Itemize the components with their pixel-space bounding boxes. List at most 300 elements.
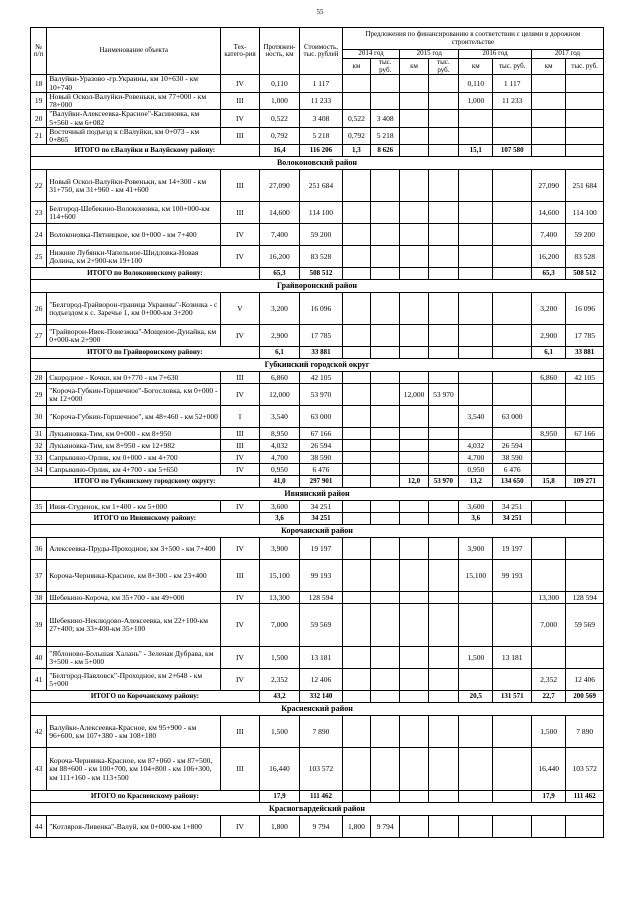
cell-km-2014 <box>342 92 370 110</box>
cell-km-2014 <box>342 224 370 246</box>
cell-rub-2017: 251 684 <box>566 170 604 202</box>
cell-km-2017 <box>531 501 565 513</box>
cell-rub-2017 <box>566 464 604 476</box>
cell-rub-2014 <box>371 647 400 669</box>
total-length: 3,6 <box>259 513 299 525</box>
tech-category: IV <box>221 452 259 464</box>
total-rub-2016: 131 571 <box>493 691 531 703</box>
cell-km-2016: 3,900 <box>459 538 493 560</box>
cell-rub-2014 <box>371 501 400 513</box>
tech-category: III <box>221 560 259 592</box>
total-km-2016: 20,5 <box>459 691 493 703</box>
total-row <box>31 691 604 703</box>
cell-km-2015 <box>400 293 428 325</box>
section-title: Грайворонский район <box>31 280 604 293</box>
cell-rub-2017: 59 569 <box>566 604 604 647</box>
cell-km-2014 <box>342 464 370 476</box>
total-rub-2015 <box>428 347 458 359</box>
cell-rub-2016: 26 594 <box>493 440 531 452</box>
cell-km-2016 <box>459 384 493 406</box>
section-row <box>31 280 604 293</box>
cell-rub-2014 <box>371 202 400 224</box>
section-title: Губкинский городской округ <box>31 359 604 372</box>
table-row <box>31 669 604 691</box>
header-unit-rub: тыс. руб. <box>493 59 531 75</box>
cell-length: 16,200 <box>259 246 299 268</box>
cell-rub-2015 <box>428 92 458 110</box>
cell-km-2017 <box>531 384 565 406</box>
tech-category: IV <box>221 75 259 93</box>
cell-rub-2017 <box>566 452 604 464</box>
total-length: 16,4 <box>259 145 299 157</box>
cell-km-2015 <box>400 538 428 560</box>
cell-rub-2017 <box>566 110 604 128</box>
cell-km-2014 <box>342 560 370 592</box>
table-row <box>31 816 604 838</box>
cell-km-2014 <box>342 538 370 560</box>
cell-km-2017 <box>531 816 565 838</box>
total-label: ИТОГО по Волоконовскому району: <box>31 268 260 280</box>
cell-rub-2015 <box>428 464 458 476</box>
cell-rub-2015 <box>428 604 458 647</box>
cell-rub-2017 <box>566 501 604 513</box>
table-row <box>31 293 604 325</box>
cell-rub-2014 <box>371 170 400 202</box>
cell-length: 7,400 <box>259 224 299 246</box>
table-row <box>31 560 604 592</box>
cell-rub-2015 <box>428 452 458 464</box>
header-name: Наименование объекта <box>47 28 221 75</box>
tech-category: III <box>221 716 259 748</box>
total-km-2017: 22,7 <box>531 691 565 703</box>
cell-rub-2017: 12 406 <box>566 669 604 691</box>
object-name: Новый Оскол-Валуйки-Ровеньки, км 14+300 - км 31+750, км 31+960 - км 41+600 <box>47 170 221 202</box>
cell-km-2014 <box>342 384 370 406</box>
cell-length: 1,800 <box>259 816 299 838</box>
cell-length: 2,352 <box>259 669 299 691</box>
cell-km-2015 <box>400 372 428 384</box>
cell-rub-2015 <box>428 127 458 145</box>
cell-rub-2015 <box>428 748 458 791</box>
total-rub-2016: 107 580 <box>493 145 531 157</box>
object-name: "Короча-Губкин-Горшечное", км 48+460 - км 52+000 <box>47 406 221 428</box>
total-rub-2017 <box>566 513 604 525</box>
cell-km-2016: 4,032 <box>459 440 493 452</box>
row-number: 34 <box>31 464 47 476</box>
section-title: Ивнянский район <box>31 488 604 501</box>
row-number: 26 <box>31 293 47 325</box>
cell-cost: 63 000 <box>300 406 343 428</box>
total-label: ИТОГО по Ивнянскому району: <box>31 513 260 525</box>
cell-km-2015 <box>400 501 428 513</box>
cell-rub-2014 <box>371 748 400 791</box>
object-name: Белгород-Шебекино-Волоконовка, км 100+000-км 114+600 <box>47 202 221 224</box>
table-row <box>31 246 604 268</box>
cell-km-2016: 3,540 <box>459 406 493 428</box>
object-name: Валуйки-Алексеевка-Красное, км 95+900 - км 96+600, км 107+380 - км 108+180 <box>47 716 221 748</box>
cell-rub-2017 <box>566 127 604 145</box>
total-rub-2017: 33 881 <box>566 347 604 359</box>
cell-length: 4,032 <box>259 440 299 452</box>
cell-rub-2015 <box>428 592 458 604</box>
tech-category: III <box>221 428 259 440</box>
tech-category: IV <box>221 110 259 128</box>
cell-length: 0,950 <box>259 464 299 476</box>
cell-length: 27,090 <box>259 170 299 202</box>
object-name: Лукьяновка-Тим, км 8+950 - км 12+982 <box>47 440 221 452</box>
cell-rub-2017 <box>566 384 604 406</box>
cell-cost: 38 590 <box>300 452 343 464</box>
header-num: № п/п <box>31 28 47 75</box>
cell-km-2015 <box>400 816 428 838</box>
object-name: "Яблоново-Большая Халань" - Зеленая Дубрава, км 3+500 - км 5+000 <box>47 647 221 669</box>
cell-km-2015 <box>400 604 428 647</box>
cell-km-2017: 27,090 <box>531 170 565 202</box>
row-number: 32 <box>31 440 47 452</box>
cell-rub-2016 <box>493 127 531 145</box>
cell-km-2015 <box>400 452 428 464</box>
total-km-2015 <box>400 791 428 803</box>
object-name: Восточный подъезд к г.Валуйки, км 0+073 - км 0+865 <box>47 127 221 145</box>
cell-length: 1,000 <box>259 92 299 110</box>
total-length: 17,9 <box>259 791 299 803</box>
cell-km-2014 <box>342 246 370 268</box>
header-year-2014: 2014 год <box>342 50 400 59</box>
row-number: 23 <box>31 202 47 224</box>
cell-km-2016: 3,600 <box>459 501 493 513</box>
cell-km-2016 <box>459 202 493 224</box>
cell-cost: 42 105 <box>300 372 343 384</box>
cell-km-2017: 7,400 <box>531 224 565 246</box>
row-number: 42 <box>31 716 47 748</box>
object-name: "Валуйки-Алексеевка-Красное"-Касиновка, км 5+560 - км 6+082 <box>47 110 221 128</box>
total-row <box>31 347 604 359</box>
cell-km-2017: 14,600 <box>531 202 565 224</box>
total-rub-2017: 200 569 <box>566 691 604 703</box>
cell-rub-2015 <box>428 716 458 748</box>
row-number: 20 <box>31 110 47 128</box>
header-year-2015: 2015 год <box>400 50 459 59</box>
total-rub-2014 <box>371 347 400 359</box>
cell-km-2016: 1,000 <box>459 92 493 110</box>
cell-km-2015 <box>400 92 428 110</box>
cell-km-2017: 3,200 <box>531 293 565 325</box>
tech-category: IV <box>221 501 259 513</box>
total-cost: 116 206 <box>300 145 343 157</box>
table-row <box>31 647 604 669</box>
cell-length: 16,440 <box>259 748 299 791</box>
cell-cost: 67 166 <box>300 428 343 440</box>
cell-cost: 17 785 <box>300 325 343 347</box>
tech-category: III <box>221 202 259 224</box>
table-row <box>31 428 604 440</box>
table-row <box>31 440 604 452</box>
cell-km-2014 <box>342 440 370 452</box>
object-name: Ивня-Студенок, км 1+400 - км 5+000 <box>47 501 221 513</box>
cell-rub-2014 <box>371 246 400 268</box>
cell-rub-2015: 53 970 <box>428 384 458 406</box>
object-name: Шебекино-Короча, км 35+700 - км 49+000 <box>47 592 221 604</box>
cell-rub-2015 <box>428 246 458 268</box>
cell-km-2017 <box>531 464 565 476</box>
tech-category: V <box>221 293 259 325</box>
cell-rub-2016: 13 181 <box>493 647 531 669</box>
cell-rub-2014 <box>371 75 400 93</box>
cell-km-2016: 0,950 <box>459 464 493 476</box>
cell-rub-2016 <box>493 592 531 604</box>
cell-km-2014 <box>342 372 370 384</box>
cell-rub-2017 <box>566 538 604 560</box>
total-km-2016 <box>459 347 493 359</box>
cell-rub-2014 <box>371 428 400 440</box>
cell-km-2017 <box>531 110 565 128</box>
cell-rub-2014 <box>371 406 400 428</box>
total-cost: 34 251 <box>300 513 343 525</box>
cell-km-2014 <box>342 604 370 647</box>
cell-cost: 11 233 <box>300 92 343 110</box>
total-km-2014 <box>342 268 370 280</box>
tech-category: III <box>221 440 259 452</box>
cell-length: 14,600 <box>259 202 299 224</box>
tech-category: III <box>221 748 259 791</box>
tech-category: IV <box>221 224 259 246</box>
cell-cost: 99 193 <box>300 560 343 592</box>
object-name: Сапрыкино-Орлик, км 0+000 - км 4+700 <box>47 452 221 464</box>
header-year-2017: 2017 год <box>531 50 603 59</box>
tech-category: IV <box>221 592 259 604</box>
total-rub-2015: 53 970 <box>428 476 458 488</box>
cell-length: 1,500 <box>259 647 299 669</box>
cell-km-2017 <box>531 647 565 669</box>
cell-rub-2014 <box>371 560 400 592</box>
cell-length: 13,300 <box>259 592 299 604</box>
table-row <box>31 604 604 647</box>
total-length: 65,3 <box>259 268 299 280</box>
cell-cost: 128 594 <box>300 592 343 604</box>
cell-length: 3,600 <box>259 501 299 513</box>
cell-km-2014: 0,522 <box>342 110 370 128</box>
cell-rub-2014 <box>371 325 400 347</box>
tech-category: IV <box>221 246 259 268</box>
cell-length: 3,200 <box>259 293 299 325</box>
tech-category: III <box>221 127 259 145</box>
cell-km-2016 <box>459 816 493 838</box>
cell-rub-2015 <box>428 816 458 838</box>
table-row <box>31 372 604 384</box>
section-title: Красногвардейский район <box>31 803 604 816</box>
cell-rub-2015 <box>428 170 458 202</box>
cell-km-2014 <box>342 428 370 440</box>
total-rub-2017 <box>566 145 604 157</box>
table-row <box>31 75 604 93</box>
row-number: 21 <box>31 127 47 145</box>
cell-km-2016 <box>459 246 493 268</box>
cell-rub-2015 <box>428 669 458 691</box>
cell-rub-2017: 83 528 <box>566 246 604 268</box>
cell-km-2017 <box>531 406 565 428</box>
cell-rub-2016 <box>493 110 531 128</box>
row-number: 24 <box>31 224 47 246</box>
cell-rub-2016 <box>493 202 531 224</box>
table-row <box>31 501 604 513</box>
cell-length: 2,900 <box>259 325 299 347</box>
cell-rub-2014 <box>371 440 400 452</box>
road-financing-table <box>30 27 604 838</box>
cell-rub-2015 <box>428 428 458 440</box>
object-name: Валуйки-Уразово -гр.Украины, км 10+630 - км 10+740 <box>47 75 221 93</box>
cell-km-2016 <box>459 170 493 202</box>
row-number: 39 <box>31 604 47 647</box>
cell-km-2014 <box>342 406 370 428</box>
cell-rub-2015 <box>428 110 458 128</box>
row-number: 37 <box>31 560 47 592</box>
header-year-2016: 2016 год <box>459 50 532 59</box>
cell-length: 6,860 <box>259 372 299 384</box>
row-number: 29 <box>31 384 47 406</box>
cell-rub-2014 <box>371 384 400 406</box>
total-km-2017: 15,8 <box>531 476 565 488</box>
cell-length: 4,700 <box>259 452 299 464</box>
table-row <box>31 452 604 464</box>
cell-cost: 83 528 <box>300 246 343 268</box>
cell-km-2016: 15,100 <box>459 560 493 592</box>
object-name: Новый Оскол-Валуйки-Ровеньки, км 77+000 - км 78+000 <box>47 92 221 110</box>
cell-length: 0,110 <box>259 75 299 93</box>
total-km-2015 <box>400 347 428 359</box>
total-length: 6,1 <box>259 347 299 359</box>
total-row <box>31 476 604 488</box>
row-number: 40 <box>31 647 47 669</box>
total-km-2015 <box>400 145 428 157</box>
total-cost: 508 512 <box>300 268 343 280</box>
total-rub-2014: 8 626 <box>371 145 400 157</box>
total-rub-2015 <box>428 268 458 280</box>
object-name: "Белгород-Грайворон-граница Украины"-Козинка - с подъездом к с. Заречье 1, км 0+000-км 3+200 <box>47 293 221 325</box>
cell-rub-2016: 1 117 <box>493 75 531 93</box>
cell-rub-2015 <box>428 501 458 513</box>
cell-cost: 3 408 <box>300 110 343 128</box>
section-title: Волоконовский район <box>31 157 604 170</box>
cell-km-2016 <box>459 127 493 145</box>
tech-category: IV <box>221 604 259 647</box>
cell-rub-2017 <box>566 75 604 93</box>
cell-km-2015 <box>400 246 428 268</box>
cell-rub-2016 <box>493 246 531 268</box>
object-name: Шебекино-Неклюдово-Алексеевка, км 22+100-км 27+400; км 33+400-км 35+100 <box>47 604 221 647</box>
cell-rub-2014: 5 218 <box>371 127 400 145</box>
cell-rub-2017 <box>566 92 604 110</box>
total-rub-2016: 34 251 <box>493 513 531 525</box>
header-unit-km: км <box>459 59 493 75</box>
cell-rub-2016 <box>493 170 531 202</box>
cell-length: 3,900 <box>259 538 299 560</box>
header-unit-rub: тыс. руб. <box>371 59 400 75</box>
cell-cost: 114 100 <box>300 202 343 224</box>
cell-rub-2014 <box>371 538 400 560</box>
total-length: 43,2 <box>259 691 299 703</box>
cell-length: 0,522 <box>259 110 299 128</box>
cell-km-2015 <box>400 110 428 128</box>
total-rub-2017: 508 512 <box>566 268 604 280</box>
section-row <box>31 157 604 170</box>
cell-rub-2016 <box>493 748 531 791</box>
cell-rub-2015 <box>428 75 458 93</box>
cell-rub-2015 <box>428 325 458 347</box>
total-km-2014 <box>342 347 370 359</box>
cell-km-2017 <box>531 92 565 110</box>
cell-length: 8,950 <box>259 428 299 440</box>
cell-km-2014 <box>342 669 370 691</box>
cell-km-2014 <box>342 716 370 748</box>
cell-rub-2016 <box>493 428 531 440</box>
total-row <box>31 145 604 157</box>
cell-rub-2017: 17 785 <box>566 325 604 347</box>
total-km-2016: 13,2 <box>459 476 493 488</box>
cell-km-2014 <box>342 647 370 669</box>
tech-category: IV <box>221 325 259 347</box>
cell-km-2017 <box>531 440 565 452</box>
total-km-2016: 15,1 <box>459 145 493 157</box>
cell-km-2014 <box>342 452 370 464</box>
total-km-2016: 3,6 <box>459 513 493 525</box>
cell-rub-2016 <box>493 384 531 406</box>
cell-rub-2017 <box>566 647 604 669</box>
cell-rub-2014 <box>371 669 400 691</box>
cell-km-2017: 6,860 <box>531 372 565 384</box>
cell-rub-2017: 7 890 <box>566 716 604 748</box>
cell-rub-2017 <box>566 440 604 452</box>
total-km-2014 <box>342 513 370 525</box>
cell-rub-2016: 34 251 <box>493 501 531 513</box>
cell-km-2014 <box>342 748 370 791</box>
total-km-2014: 1,3 <box>342 145 370 157</box>
cell-length: 0,792 <box>259 127 299 145</box>
cell-rub-2014 <box>371 293 400 325</box>
cell-rub-2017: 103 572 <box>566 748 604 791</box>
total-rub-2014 <box>371 268 400 280</box>
cell-km-2015 <box>400 669 428 691</box>
row-number: 41 <box>31 669 47 691</box>
cell-rub-2016: 19 197 <box>493 538 531 560</box>
tech-category: IV <box>221 384 259 406</box>
total-km-2016 <box>459 268 493 280</box>
cell-km-2014 <box>342 325 370 347</box>
cell-km-2014 <box>342 501 370 513</box>
total-row <box>31 791 604 803</box>
cell-rub-2016: 38 590 <box>493 452 531 464</box>
object-name: "Короча-Губкин-Горшечное"-Богословка, км 0+000 - км 12+000 <box>47 384 221 406</box>
cell-km-2017: 8,950 <box>531 428 565 440</box>
tech-category: IV <box>221 647 259 669</box>
table-row <box>31 110 604 128</box>
total-km-2014 <box>342 691 370 703</box>
cell-rub-2016 <box>493 669 531 691</box>
table-row <box>31 127 604 145</box>
cell-rub-2017: 114 100 <box>566 202 604 224</box>
total-rub-2014 <box>371 791 400 803</box>
total-label: ИТОГО по Корочанскому району: <box>31 691 260 703</box>
cell-cost: 16 096 <box>300 293 343 325</box>
cell-rub-2014: 3 408 <box>371 110 400 128</box>
cell-length: 7,000 <box>259 604 299 647</box>
cell-cost: 34 251 <box>300 501 343 513</box>
total-cost: 111 462 <box>300 791 343 803</box>
cell-km-2014 <box>342 202 370 224</box>
row-number: 33 <box>31 452 47 464</box>
cell-km-2015 <box>400 560 428 592</box>
row-number: 22 <box>31 170 47 202</box>
cell-km-2016 <box>459 428 493 440</box>
